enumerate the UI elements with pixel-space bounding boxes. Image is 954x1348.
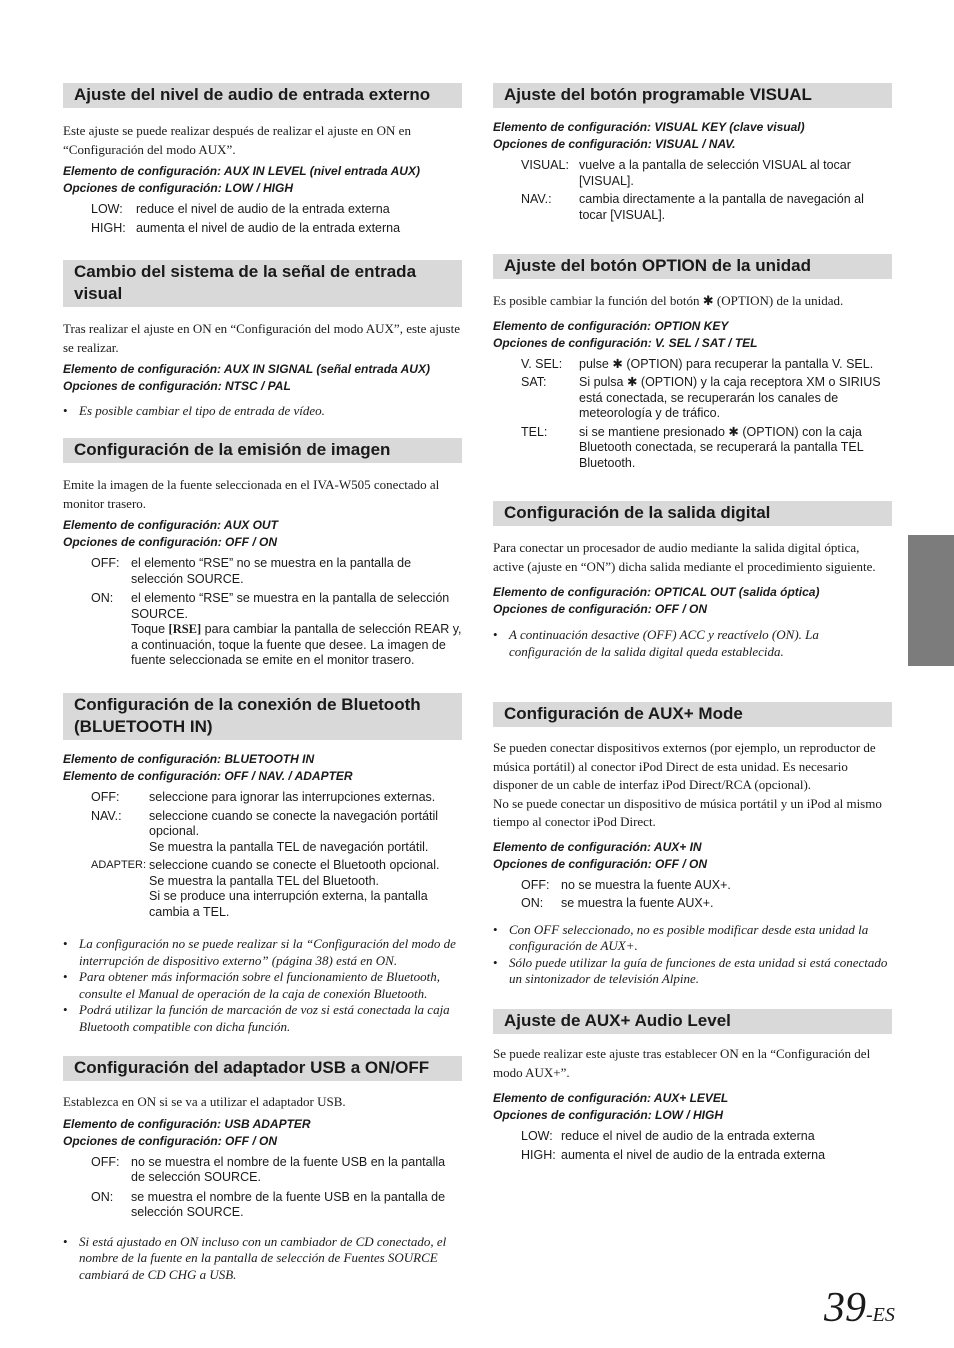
section-aux-in-signal xyxy=(63,260,462,420)
option-row: SAT: Si pulsa ✱ (OPTION) y la caja receptora XM o SIRIUS está conectada, se recuperarán los canales de meteorología y de tráfico. xyxy=(521,375,881,420)
option-row: TEL: si se mantiene presionado ✱ (OPTION) con la caja Bluetooth conectada, se recuperará la pantalla TEL Bluetooth. xyxy=(521,424,864,470)
option-row: ON: el elemento “RSE” se muestra en la pantalla de selección SOURCE. Toque [RSE] para cambiar la pantalla de selección REAR y, a continuación, toque la fuente que desee. La imagen de fuente seleccionada se emite en el monitor trasero. xyxy=(91,591,462,667)
config-options: Opciones de configuración: OFF / ON xyxy=(63,1133,278,1148)
config-options: Elemento de configuración: OFF / NAV. / ADAPTER xyxy=(63,769,353,783)
note-item: • Es posible cambiar el tipo de entrada de vídeo. xyxy=(63,403,325,418)
section-heading: Ajuste del botón programable VISUAL xyxy=(493,83,892,108)
note-item: • Podrá utilizar la función de marcación de voz si está conectada la caja Bluetooth compatible con dicha función. xyxy=(63,1002,450,1034)
option-row: HIGH: aumenta el nivel de audio de la entrada externa xyxy=(521,1147,826,1162)
section-aux-plus-level xyxy=(493,1009,892,1163)
config-options: Opciones de configuración: LOW / HIGH xyxy=(63,181,294,195)
option-star-icon: ✱ xyxy=(612,356,623,371)
section-heading: Configuración de la salida digital xyxy=(493,501,892,526)
note-item: • Para obtener más información sobre el funcionamiento de Bluetooth, consulte el Manual de operación de la caja de conexión Bluetooth. xyxy=(63,969,440,1001)
section-intro: Establezca en ON si se va a utilizar el adaptador USB. xyxy=(63,1094,346,1109)
option-row: LOW: reduce el nivel de audio de la entrada externa xyxy=(521,1129,815,1143)
option-star-icon: ✱ xyxy=(626,375,638,389)
option-row: HIGH: aumenta el nivel de audio de la entrada externa xyxy=(91,220,401,235)
option-row: V. SEL: pulse ✱ (OPTION) para recuperar la pantalla V. SEL. xyxy=(521,356,874,371)
option-row: VISUAL: vuelve a la pantalla de selección VISUAL al tocar [VISUAL]. xyxy=(521,158,851,188)
option-row: ON: se muestra el nombre de la fuente USB en la pantalla de selección SOURCE. xyxy=(91,1189,446,1219)
option-row: NAV.: seleccione cuando se conecte la navegación portátil opcional. Se muestra la pantalla TEL de navegación portátil. xyxy=(91,808,439,854)
note-item: • Sólo puede utilizar la guía de funciones de esta unidad si está conectado un sintonizador de televisión Alpine. xyxy=(493,954,888,986)
config-options: Opciones de configuración: OFF / ON xyxy=(63,535,278,549)
section-heading: Configuración de la conexión de Bluetooth (BLUETOOTH IN) xyxy=(63,693,462,740)
note-item: • Con OFF seleccionado, no es posible modificar desde esta unidad la configuración de AUX+. xyxy=(493,921,869,953)
option-row: OFF: no se muestra el nombre de la fuente USB en la pantalla de selección SOURCE. xyxy=(91,1154,446,1184)
section-intro: Tras realizar el ajuste en ON en “Configuración del modo AUX”, este ajuste se realizar. xyxy=(63,321,460,355)
section-intro-2: No se puede conectar un dispositivo de música portátil y un iPod al mismo tiempo al conector iPod Direct. xyxy=(493,795,882,829)
config-item: Elemento de configuración: AUX IN SIGNAL (señal entrada AUX) xyxy=(63,362,430,376)
config-item: Elemento de configuración: OPTION KEY xyxy=(493,318,729,333)
config-options: Opciones de configuración: V. SEL / SAT / TEL xyxy=(493,335,758,350)
config-item: Elemento de configuración: AUX+ LEVEL xyxy=(493,1091,729,1105)
config-item: Elemento de configuración: BLUETOOTH IN xyxy=(63,752,315,766)
section-optical-out xyxy=(493,501,892,660)
section-intro: Se puede realizar este ajuste tras establecer ON en la “Configuración del modo AUX+”. xyxy=(493,1046,871,1080)
section-option-key xyxy=(493,254,892,471)
option-row: OFF: no se muestra la fuente AUX+. xyxy=(521,877,731,892)
section-heading: Configuración del adaptador USB a ON/OFF xyxy=(63,1056,462,1081)
option-star-icon: ✱ xyxy=(728,424,739,439)
section-heading: Configuración de AUX+ Mode xyxy=(493,702,892,727)
section-heading: Cambio del sistema de la señal de entrada visual xyxy=(63,260,462,307)
config-options: Opciones de configuración: VISUAL / NAV. xyxy=(493,137,736,151)
config-item: Elemento de configuración: AUX+ IN xyxy=(493,839,702,854)
rse-button-label: [RSE] xyxy=(168,622,202,636)
note-item: • La configuración no se puede realizar si la “Configuración del modo de interrupción de dispositivo externo” (página 38) está en ON. xyxy=(63,936,456,968)
option-row: LOW: reduce el nivel de audio de la entrada externa xyxy=(91,202,390,216)
page-number: 39-ES xyxy=(824,1285,895,1331)
config-item: Elemento de configuración: USB ADAPTER xyxy=(63,1116,311,1131)
option-row: ON: se muestra la fuente AUX+. xyxy=(521,896,714,910)
section-aux-in-level xyxy=(63,83,462,236)
chapter-tab xyxy=(908,535,954,666)
section-heading: Ajuste del botón OPTION de la unidad xyxy=(493,254,892,279)
option-row: OFF: seleccione para ignorar las interrupciones externas. xyxy=(91,790,436,804)
section-aux-out xyxy=(63,438,462,669)
section-heading: Ajuste del nivel de audio de entrada externo xyxy=(63,83,462,108)
section-intro: Este ajuste se puede realizar después de realizar el ajuste en ON en “Configuración del modo AUX”. xyxy=(63,123,411,157)
option-star-icon: ✱ xyxy=(702,293,714,308)
config-item: Elemento de configuración: OPTICAL OUT (salida óptica) xyxy=(493,585,820,599)
section-bluetooth-in xyxy=(63,693,462,1035)
section-intro: Es posible cambiar la función del botón ✱ (OPTION) de la unidad. xyxy=(493,293,844,308)
option-row: NAV.: cambia directamente a la pantalla de navegación al tocar [VISUAL]. xyxy=(521,192,864,222)
section-intro: Se pueden conectar dispositivos externos (por ejemplo, un reproductor de música portátil) al conector iPod Direct de esta unidad. Es necesario disponer de un cable de interfaz iPod Direct/RCA (opcional). xyxy=(493,740,876,792)
section-aux-plus-mode xyxy=(493,702,892,988)
option-row: ADAPTER: seleccione cuando se conecte el Bluetooth opcional. Se muestra la pantalla TEL del Bluetooth. Si se produce una interrupción externa, la pantalla cambia a TEL. xyxy=(91,858,440,919)
section-heading: Configuración de la emisión de imagen xyxy=(63,438,462,463)
section-heading: Ajuste de AUX+ Audio Level xyxy=(493,1009,892,1034)
config-options: Opciones de configuración: LOW / HIGH xyxy=(493,1108,724,1122)
config-item: Elemento de configuración: AUX IN LEVEL (nivel entrada AUX) xyxy=(63,164,420,178)
note-item: • A continuación desactive (OFF) ACC y reactívelo (ON). La configuración de la salida digital queda establecida. xyxy=(493,627,819,659)
section-intro: Para conectar un procesador de audio mediante la salida digital óptica, active (ajuste en “ON”) dicha salida mediante el procedimiento siguiente. xyxy=(493,540,876,574)
config-options: Opciones de configuración: OFF / ON xyxy=(493,856,708,871)
note-item: • Si está ajustado en ON incluso con un cambiador de CD conectado, el nombre de la fuente en la pantalla de selección de Fuentes SOURCE cambiará de CD CHG a USB. xyxy=(63,1233,447,1282)
config-item: Elemento de configuración: VISUAL KEY (clave visual) xyxy=(493,120,805,134)
config-options: Opciones de configuración: OFF / ON xyxy=(493,602,708,616)
section-intro: Emite la imagen de la fuente seleccionada en el IVA-W505 conectado al monitor trasero. xyxy=(63,477,440,511)
config-item: Elemento de configuración: AUX OUT xyxy=(63,518,278,532)
section-usb-adapter xyxy=(63,1056,462,1283)
section-visual-key xyxy=(493,83,892,223)
option-row: OFF: el elemento “RSE” no se muestra en la pantalla de selección SOURCE. xyxy=(91,556,412,586)
config-options: Opciones de configuración: NTSC / PAL xyxy=(63,379,291,393)
